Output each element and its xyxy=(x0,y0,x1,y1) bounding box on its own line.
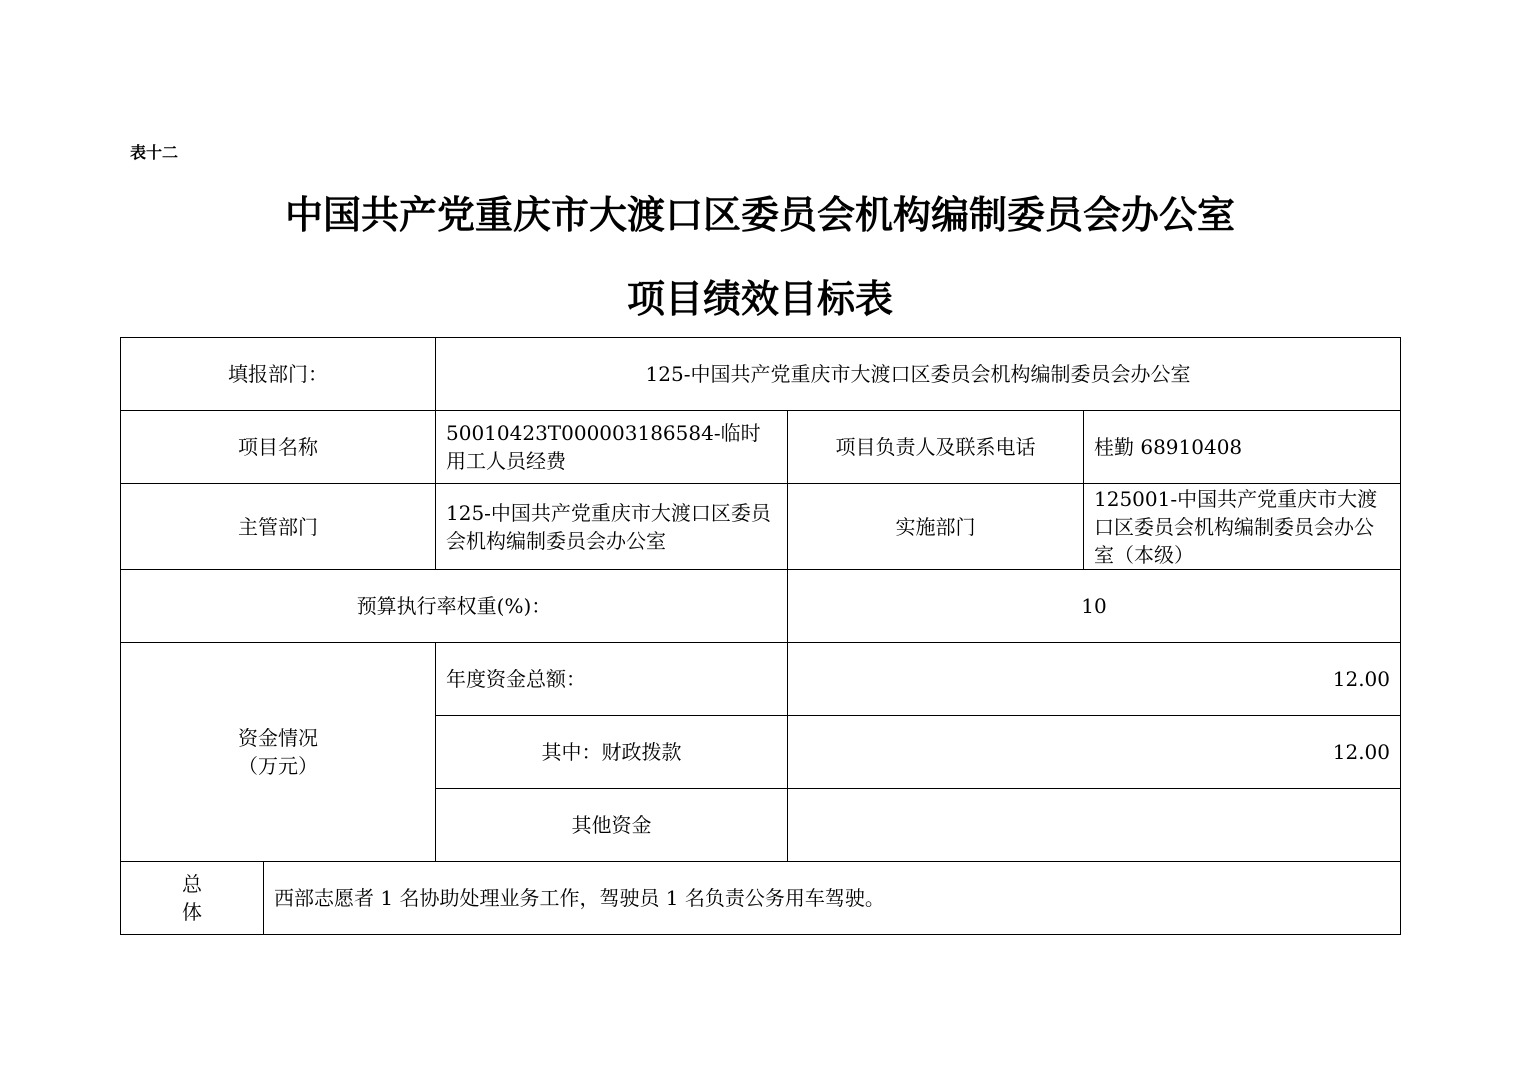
annual-total-label: 年度资金总额： xyxy=(436,643,788,716)
document-title: 中国共产党重庆市大渡口区委员会机构编制委员会办公室 xyxy=(284,193,1235,237)
table-row xyxy=(121,862,1401,935)
reporting-dept-label: 填报部门： xyxy=(121,338,436,411)
overall-label xyxy=(121,862,264,935)
fiscal-value: 12.00 xyxy=(788,716,1401,789)
budget-weight-label: 预算执行率权重(%)： xyxy=(121,570,788,643)
budget-weight-value: 10 xyxy=(788,570,1401,643)
other-funds-label: 其他资金 xyxy=(436,789,788,862)
supervising-dept-value: 125-中国共产党重庆市大渡口区委员会机构编制委员会办公室 xyxy=(436,484,788,570)
table-number-label: 表十二 xyxy=(130,143,179,162)
project-lead-value: 桂勤 68910408 xyxy=(1084,411,1401,484)
supervising-dept-label: 主管部门 xyxy=(121,484,436,570)
overall-label-line1: 总 xyxy=(182,872,202,896)
table-row xyxy=(121,484,1401,570)
table-row xyxy=(121,643,1401,716)
implementing-dept-value: 125001-中国共产党重庆市大渡口区委员会机构编制委员会办公室（本级） xyxy=(1084,484,1401,570)
project-lead-label: 项目负责人及联系电话 xyxy=(788,411,1084,484)
funding-label-line1: 资金情况 xyxy=(238,726,318,750)
other-funds-value xyxy=(788,789,1401,862)
table-row xyxy=(121,570,1401,643)
project-name-value: 50010423T000003186584-临时用工人员经费 xyxy=(436,411,788,484)
project-name-label: 项目名称 xyxy=(121,411,436,484)
funding-label xyxy=(121,643,436,862)
performance-target-table xyxy=(120,337,1401,935)
funding-label-line2: （万元） xyxy=(238,754,318,778)
overall-label-line2: 体 xyxy=(182,900,202,924)
implementing-dept-label: 实施部门 xyxy=(788,484,1084,570)
table-row xyxy=(121,411,1401,484)
reporting-dept-value: 125-中国共产党重庆市大渡口区委员会机构编制委员会办公室 xyxy=(436,338,1401,411)
overall-goal-value: 西部志愿者 1 名协助处理业务工作，驾驶员 1 名负责公务用车驾驶。 xyxy=(264,862,1401,935)
annual-total-value: 12.00 xyxy=(788,643,1401,716)
document-subtitle: 项目绩效目标表 xyxy=(626,277,893,321)
table-row xyxy=(121,338,1401,411)
fiscal-label: 其中：财政拨款 xyxy=(436,716,788,789)
